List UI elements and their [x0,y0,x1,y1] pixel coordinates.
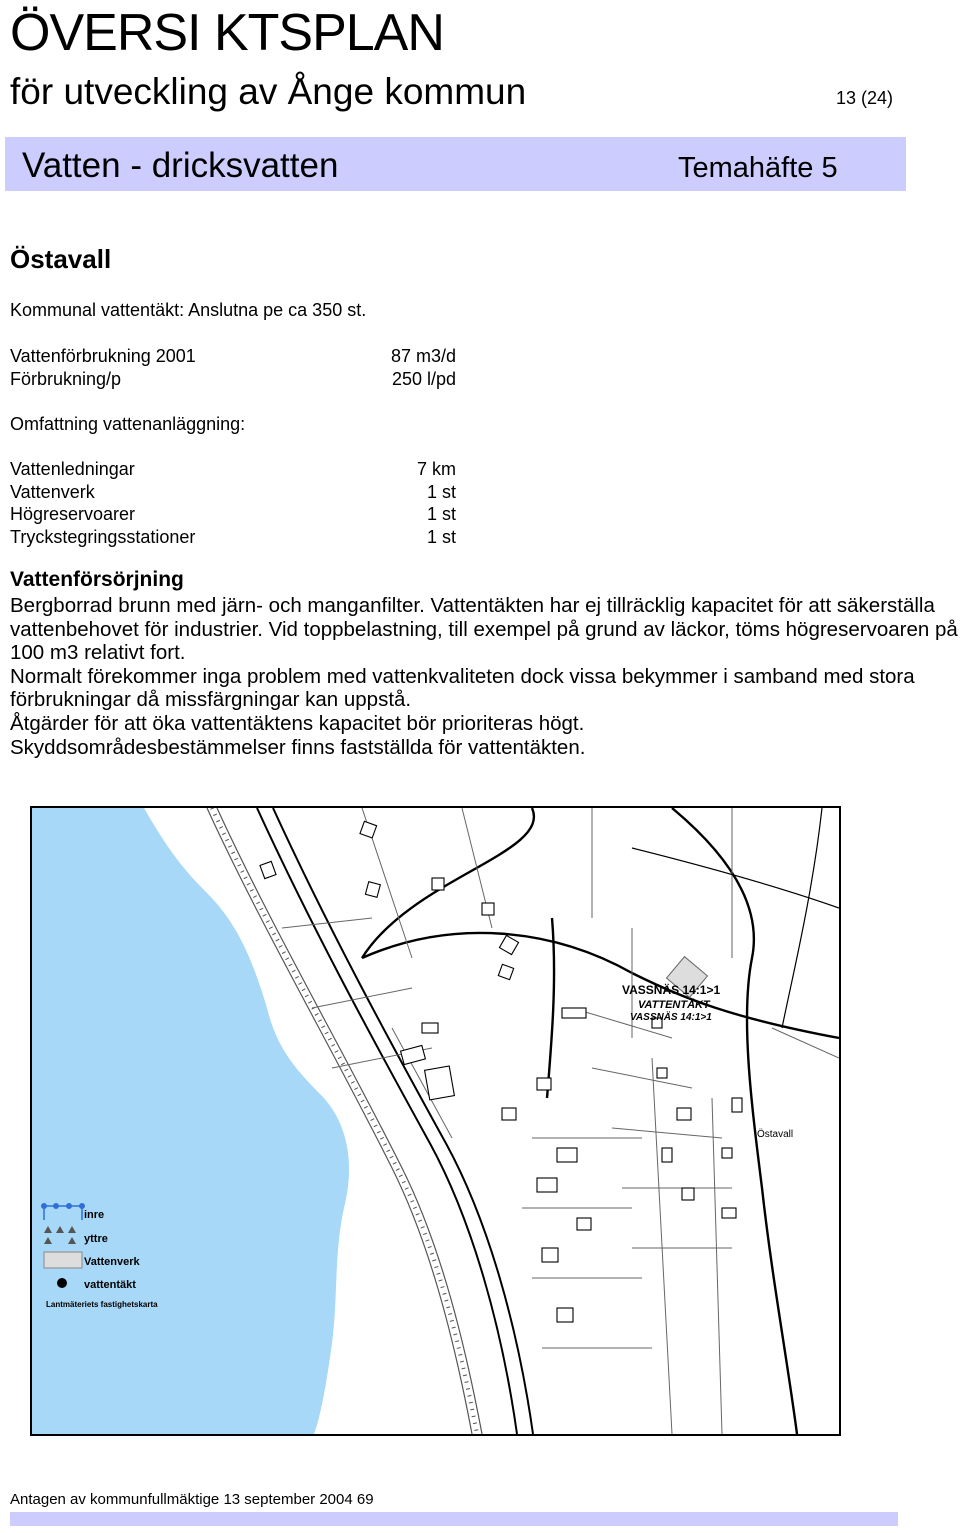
property-boundaries [282,808,839,1434]
map-label-source-name: VASSNÄS 14:1>1 [622,983,721,997]
intro-text: Kommunal vattentäkt: Anslutna pe ca 350 st. [10,300,367,320]
facility-label: Tryckstegringsstationer [10,527,196,547]
consumption-label: Vattenförbrukning 2001 [10,346,196,366]
supply-paragraph: Normalt förekommer inga problem med vattenkvaliteten dock vissa bekymmer i samband med stora förbrukningar då missfärgningar kan uppstå. [10,664,915,712]
facility-value: 1 st [426,482,456,502]
legend-inner-label: inre [84,1209,105,1221]
facility-value: 1 st [426,527,456,547]
legend-waterworks-label: Vattenverk [84,1256,140,1268]
facility-label: Vattenledningar [10,459,135,479]
property-map [30,806,841,1436]
per-person-label: Förbrukning/p [10,369,122,389]
facility-value: 1 st [426,504,456,524]
legend-source-label: vattentäkt [84,1279,136,1291]
document-title: ÖVERSI KTSPLAN [10,4,444,62]
supply-paragraph: Åtgärder för att öka vattentäktens kapacitet bör prioriteras högt. [10,711,585,735]
map-label-source-kind: VATTENTÄKT [638,999,710,1011]
facility-label: Vattenverk [10,482,95,502]
footer-band [10,1512,898,1526]
topic-title: Vatten - dricksvatten [22,146,339,185]
consumption-value: 87 m3/d [390,346,456,366]
map-label-place: Östavall [757,1129,794,1140]
legend-waterworks-swatch [44,1252,82,1268]
supply-body [10,594,960,759]
per-person-value: 250 l/pd [391,369,456,389]
scope-heading: Omfattning vattenanläggning: [10,414,246,434]
supply-heading: Vattenförsörjning [10,568,184,591]
map-canvas [32,808,839,1434]
legend-outer-label: yttre [84,1233,108,1245]
page-number: 13 (24) [836,88,894,108]
place-heading: Östavall [10,244,112,274]
legend-credit: Lantmäteriets fastighetskarta [46,1300,158,1309]
topic-booklet: Temahäfte 5 [678,152,838,184]
legend-source-dot [57,1278,67,1288]
facility-label: Högreservoarer [10,504,136,524]
document-subtitle: för utveckling av Ånge kommun [10,71,527,112]
supply-paragraph: Bergborrad brunn med järn- och manganfilter. Vattentäkten har ej tillräcklig kapacitet för att säkerställa vattenbehovet för industrier. Vid toppbelastning, till exempel på grund av läckor, töms högreservoaren på 100 m3 relativt fort. [10,594,958,665]
facility-value: 7 km [416,459,456,479]
footer-text: Antagen av kommunfullmäktige 13 september 2004 69 [10,1491,374,1508]
map-label-source-parcel: VASSNÄS 14:1>1 [630,1012,712,1023]
supply-paragraph: Skyddsområdesbestämmelser finns fastställda för vattentäkten. [10,735,586,759]
